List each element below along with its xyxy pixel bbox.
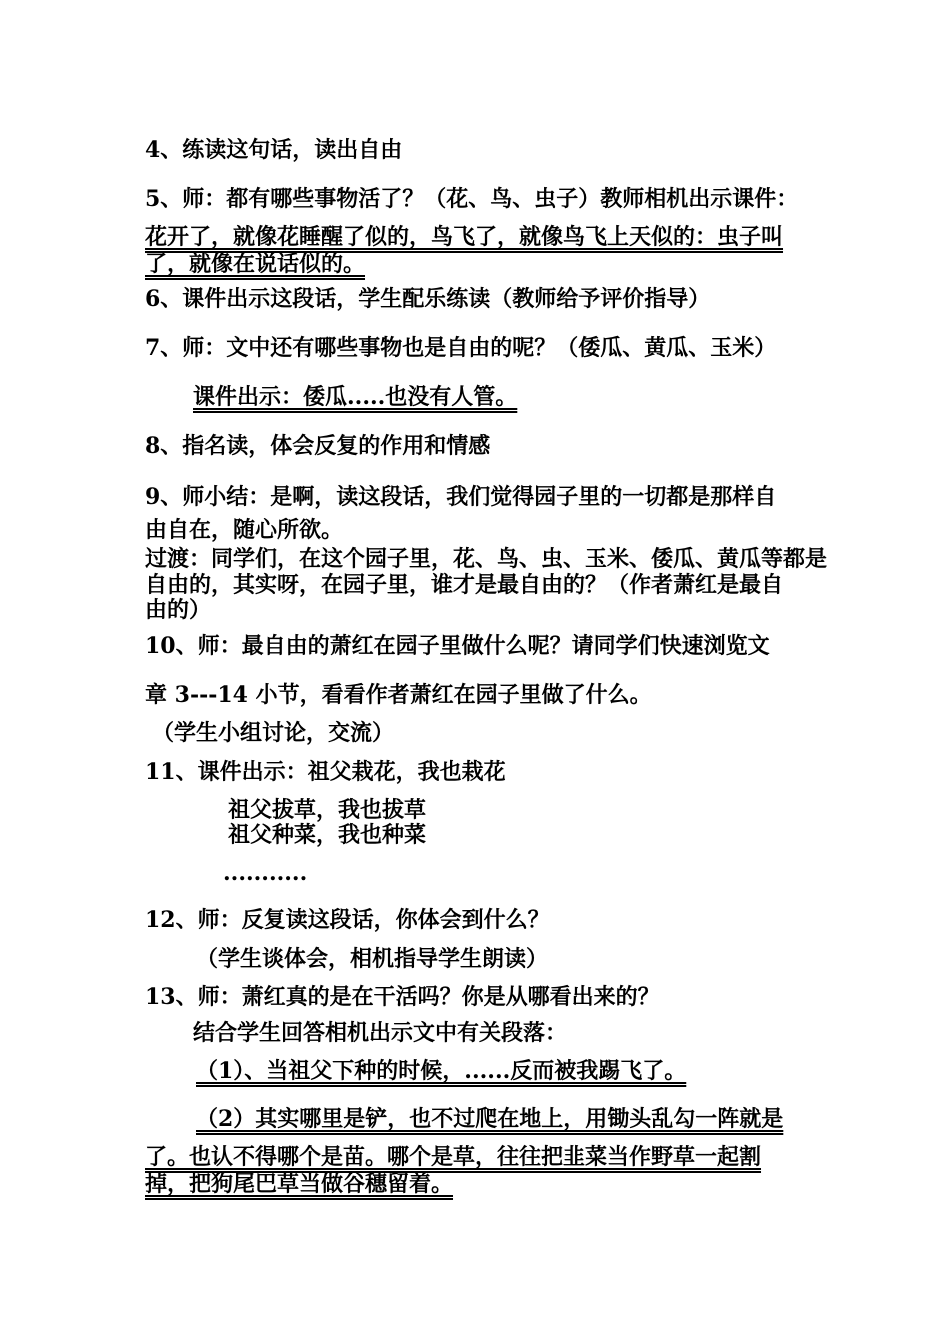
line-ellipsis: ........... [223,860,308,886]
line-step-10-cont: 章 3---14 小节，看看作者萧红在园子里做了什么。 [145,682,652,708]
line-step-11: 11、课件出示：祖父栽花，我也栽花 [145,759,506,785]
line-step-12-note: （学生谈体会，相机指导学生朗读） [196,946,549,972]
line-courseware-3: 课件出示：倭瓜.....也没有人管。 [193,384,518,410]
line-courseware-2: 了，就像在说话似的。 [145,251,366,277]
line-step-5: 5、师：都有哪些事物活了？（花、鸟、虫子）教师相机出示课件： [145,186,799,212]
line-step-13-note: 结合学生回答相机出示文中有关段落： [193,1020,568,1046]
line-group-discussion: （学生小组讨论，交流） [152,720,395,746]
line-step-9-cont: 由自在，随心所欲。 [145,517,344,543]
line-step-11-b: 祖父拔草，我也拔草 [228,797,427,823]
line-step-13: 13、师：萧红真的是在干活吗？你是从哪看出来的？ [145,984,660,1010]
line-step-8: 8、指名读，体会反复的作用和情感 [145,433,491,459]
line-step-12: 12、师：反复读这段话，你体会到什么？ [145,907,550,933]
line-transition-3: 由的） [145,597,212,623]
line-passage-2b: 了。也认不得哪个是苗。哪个是草，往往把韭菜当作野草一起割 [145,1144,762,1170]
line-step-11-c: 祖父种菜，我也种菜 [228,822,427,848]
line-step-7: 7、师：文中还有哪些事物也是自由的呢？（倭瓜、黄瓜、玉米） [145,335,777,361]
line-passage-2a: （2）其实哪里是铲，也不过爬在地上，用锄头乱勾一阵就是 [196,1106,784,1132]
line-passage-2c: 掉，把狗尾巴草当做谷穗留着。 [145,1171,454,1197]
line-transition-1: 过渡：同学们，在这个园子里，花、鸟、虫、玉米、倭瓜、黄瓜等都是 [145,546,828,572]
line-step-6: 6、课件出示这段话，学生配乐练读（教师给予评价指导） [145,286,711,312]
line-transition-2: 自由的，其实呀，在园子里，谁才是最自由的？（作者萧红是最自 [145,572,784,598]
line-courseware-1: 花开了，就像花睡醒了似的，鸟飞了，就像鸟飞上天似的：虫子叫 [145,224,784,250]
line-step-4: 4、练读这句话，读出自由 [145,137,403,163]
line-step-9: 9、师小结：是啊，读这段话，我们觉得园子里的一切都是那样自 [145,484,777,510]
line-step-10: 10、师：最自由的萧红在园子里做什么呢？请同学们快速浏览文 [145,633,770,659]
line-passage-1: （1）、当祖父下种的时候，......反而被我踢飞了。 [196,1058,687,1084]
